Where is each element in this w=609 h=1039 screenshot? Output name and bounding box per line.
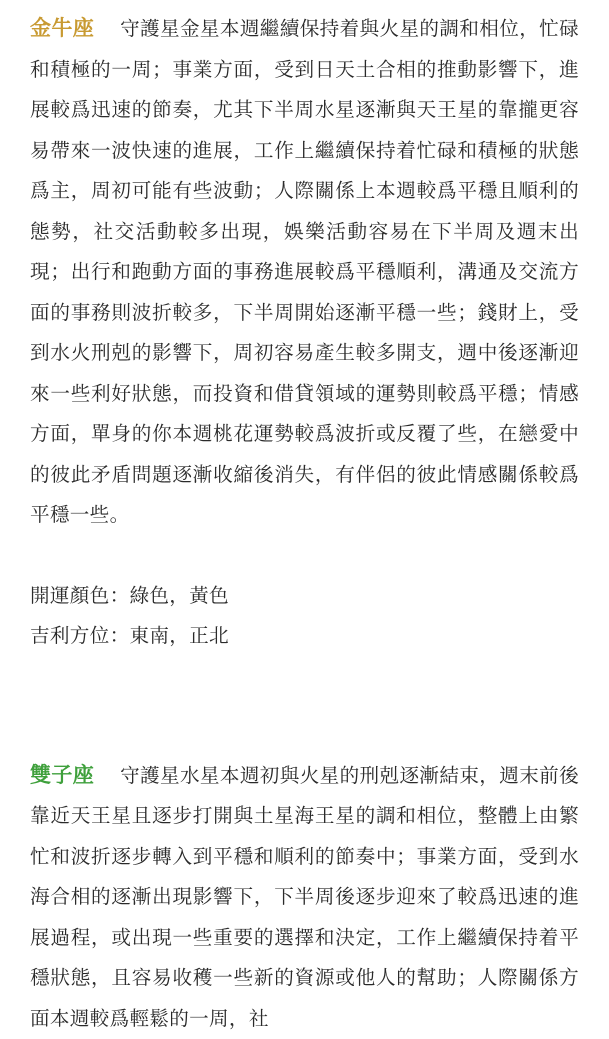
section-spacer [30,657,579,755]
section-taurus [30,8,579,657]
taurus-paragraph [30,8,579,536]
taurus-body-text: 守護星金星本週繼續保持着與火星的調和相位，忙碌和積極的一周；事業方面，受到日天土合相的推動影響下，進展較爲迅速的節奏，尤其下半周水星逐漸與天王星的靠攏更容易帶來一波快速的進展，工作上繼續保持着忙碌和積極的狀態爲主，周初可能有些波動；人際關係上本週較爲平穩且順利的態勢，社交活動較多出現，娛樂活動容易在下半周及週末出現；出行和跑動方面的事務進展較爲平穩順利，溝通及交流方面的事務則波折較多，下半周開始逐漸平穩一些；錢財上，受到水火刑剋的影響下，周初容易產生較多開支，週中後逐漸迎來一些利好狀態，而投資和借貸領域的運勢則較爲平穩；情感方面，單身的你本週桃花運勢較爲波折或反覆了些，在戀愛中的彼此矛盾問題逐漸收縮後消失，有伴侶的彼此情感關係較爲平穩一些。 [30,17,579,526]
lucky-direction: 吉利方位：東南，正北 [30,616,579,657]
sign-name-taurus: 金牛座 [30,16,94,40]
sign-name-gemini: 雙子座 [30,763,94,787]
spacer [30,536,579,576]
gemini-body-text: 守護星水星本週初與火星的刑剋逐漸結束，週末前後靠近天王星且逐步打開與土星海王星的調和相位，整體上由繁忙和波折逐步轉入到平穩和順利的節奏中；事業方面，受到水海合相的逐漸出現影響下，下半周後逐步迎來了較爲迅速的進展過程，或出現一些重要的選擇和決定，工作上繼續保持着平穩狀態，且容易收穫一些新的資源或他人的幫助；人際關係方面本週較爲輕鬆的一周，社 [30,764,579,1030]
lucky-color: 開運顏色：綠色，黃色 [30,576,579,617]
gemini-paragraph [30,755,579,1039]
section-gemini [30,755,579,1039]
